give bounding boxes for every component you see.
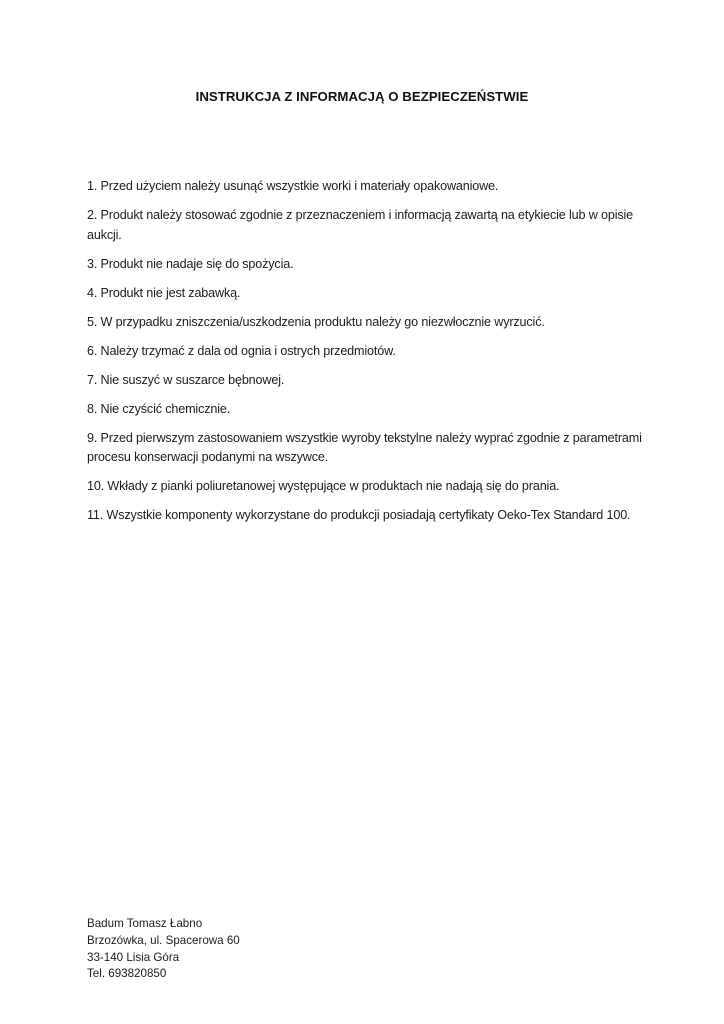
list-item: 2. Produkt należy stosować zgodnie z przeznaczeniem i informacją zawartą na etykiecie lub w opisie aukcji. (87, 208, 633, 242)
list-item: 1. Przed użyciem należy usunąć wszystkie worki i materiały opakowaniowe. (87, 179, 499, 193)
list-item: 7. Nie suszyć w suszarce bębnowej. (87, 372, 285, 387)
list-item: 6. Należy trzymać z dala od ognia i ostrych przedmiotów. (87, 343, 396, 358)
list-item: 4. Produkt nie jest zabawką. (87, 285, 241, 300)
list-item: 11. Wszystkie komponenty wykorzystane do produkcji posiadają certyfikaty Oeko-Tex Standard 100. (87, 508, 631, 522)
list-item: 8. Nie czyścić chemicznie. (87, 401, 231, 416)
list-item: 9. Przed pierwszym zastosowaniem wszystkie wyroby tekstylne należy wyprać zgodnie z parametrami procesu konserwacji podanymi na wszywce. (87, 430, 642, 464)
instruction-list (87, 177, 645, 535)
company-name: Badum Tomasz Łabno (87, 917, 203, 930)
company-phone: Tel. 693820850 (87, 967, 167, 981)
list-item: 5. W przypadku zniszczenia/uszkodzenia produktu należy go niezwłocznie wyrzucić. (87, 314, 545, 329)
list-item: 3. Produkt nie nadaje się do spożycia. (87, 256, 294, 271)
company-street: Brzozówka, ul. Spacerowa 60 (87, 933, 240, 947)
company-address-block (87, 916, 387, 983)
company-postal-code: 33-140 Lisia Góra (87, 950, 180, 964)
list-item: 10. Wkłady z pianki poliuretanowej występujące w produktach nie nadają się do prania. (87, 479, 560, 493)
page-title: INSTRUKCJA Z INFORMACJĄ O BEZPIECZEŃSTWIE (195, 89, 529, 104)
